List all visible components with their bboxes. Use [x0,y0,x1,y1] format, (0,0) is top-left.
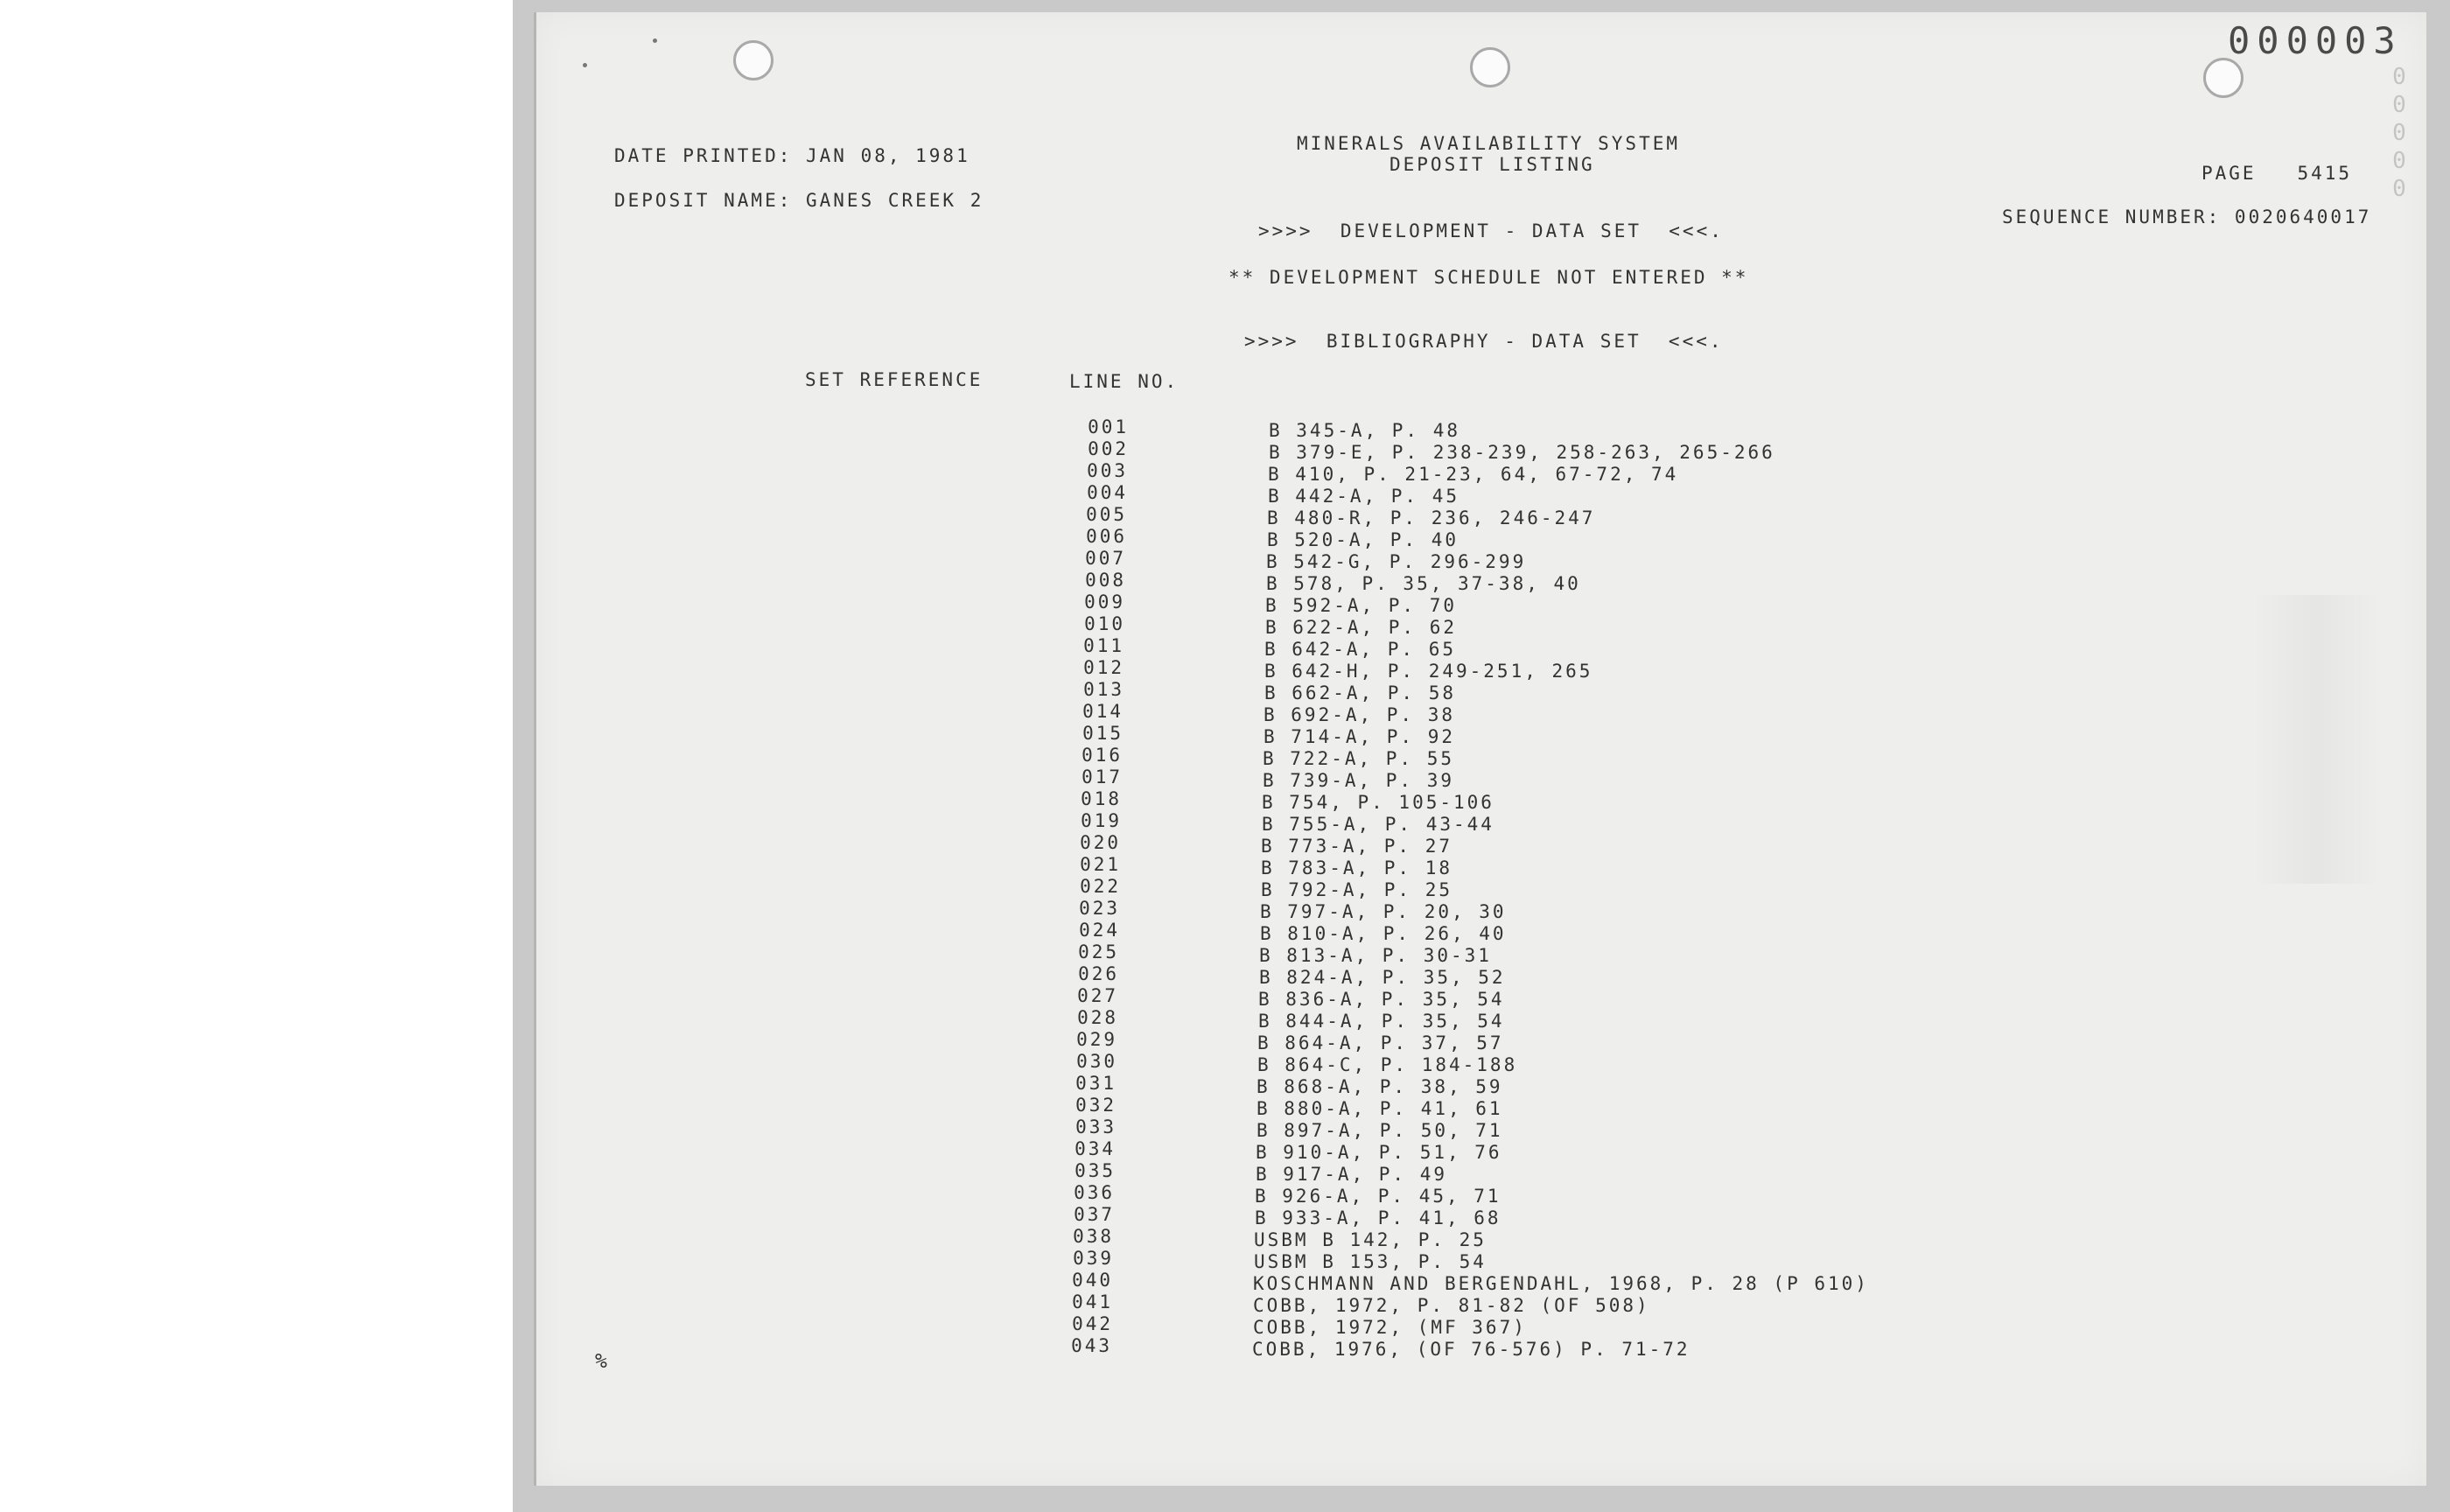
line-number: 015 [1082,723,1124,744]
reference-entry: B 910-A, P. 51, 76 [1256,1142,1502,1163]
line-number: 036 [1074,1182,1115,1203]
line-number: 034 [1074,1138,1116,1159]
reference-entry: B 755-A, P. 43-44 [1262,814,1494,835]
line-number: 009 [1084,592,1125,612]
punch-hole-center [1470,47,1510,88]
line-number: 037 [1074,1204,1115,1225]
date-printed: DATE PRINTED: JAN 08, 1981 [614,145,970,166]
reference-entry: B 792-A, P. 25 [1261,879,1453,900]
reference-entry: B 813-A, P. 30-31 [1259,945,1492,966]
line-number: 042 [1072,1313,1113,1334]
reference-entry: B 592-A, P. 70 [1265,595,1458,616]
reference-entry: B 622-A, P. 62 [1265,617,1458,638]
reference-entry: B 739-A, P. 39 [1263,770,1455,791]
reference-entry: B 692-A, P. 38 [1264,704,1456,725]
reference-entry: B 542-G, P. 296-299 [1266,551,1527,572]
column-header-line-no: LINE NO. [1069,371,1180,392]
reference-entry: B 722-A, P. 55 [1263,748,1455,769]
ink-speck [583,63,587,67]
line-number: 024 [1079,920,1120,941]
bleed-through-digits: 0 0 0 0 0 [2392,64,2406,202]
reference-entry: B 844-A, P. 35, 54 [1258,1011,1505,1032]
line-number: 032 [1075,1095,1116,1116]
reference-entry: B 410, P. 21-23, 64, 67-72, 74 [1268,464,1679,485]
reference-entry: B 345-A, P. 48 [1269,420,1461,441]
reference-entry: COBB, 1972, (MF 367) [1253,1317,1527,1338]
line-number: 030 [1076,1051,1117,1072]
line-number: 040 [1072,1270,1113,1291]
reference-entry: B 442-A, P. 45 [1268,486,1460,507]
line-number: 021 [1080,854,1121,875]
reference-entry: B 480-R, P. 236, 246-247 [1267,508,1596,528]
development-header: >>>> DEVELOPMENT - DATA SET <<<. [1258,220,1724,242]
line-number: 004 [1087,482,1128,503]
line-number: 005 [1086,504,1127,525]
deposit-name: DEPOSIT NAME: GANES CREEK 2 [614,190,984,211]
reference-entry: B 824-A, P. 35, 52 [1259,967,1506,988]
line-number: 019 [1081,810,1122,831]
line-number: 006 [1086,526,1127,547]
line-number: 016 [1082,745,1123,766]
line-number: 038 [1073,1226,1114,1247]
line-number: 011 [1083,635,1124,656]
reference-entry: B 642-A, P. 65 [1264,639,1457,660]
line-number: 035 [1074,1160,1116,1181]
line-number: 025 [1078,942,1119,962]
development-note: ** DEVELOPMENT SCHEDULE NOT ENTERED ** [1228,267,1749,288]
reference-entry: B 836-A, P. 35, 54 [1258,989,1505,1010]
reference-entry: B 797-A, P. 20, 30 [1260,901,1507,922]
report-title: DEPOSIT LISTING [1390,154,1595,175]
reference-entry: B 810-A, P. 26, 40 [1260,923,1507,944]
reference-entry: USBM B 142, P. 25 [1254,1229,1487,1250]
line-number: 031 [1075,1073,1116,1094]
reference-entry: B 379-E, P. 238-239, 258-263, 265-266 [1269,442,1775,463]
punch-hole-left [733,40,774,80]
reference-entry: B 578, P. 35, 37-38, 40 [1266,573,1581,594]
line-number: 027 [1077,985,1118,1006]
line-number: 013 [1083,679,1124,700]
line-number: 018 [1081,788,1122,809]
line-number: 041 [1072,1292,1113,1312]
reference-entry: B 642-H, P. 249-251, 265 [1264,661,1593,682]
stamp-number: 000003 [2228,19,2403,62]
line-number: 043 [1071,1335,1112,1356]
sequence-number: SEQUENCE NUMBER: 0020640017 [2002,206,2372,228]
line-number: 017 [1082,766,1123,788]
reference-entry: B 868-A, P. 38, 59 [1256,1076,1503,1097]
line-number: 008 [1085,570,1126,591]
reference-entry: COBB, 1972, P. 81-82 (OF 508) [1253,1295,1650,1316]
punch-hole-right [2203,58,2244,98]
line-number: 028 [1077,1007,1118,1028]
reference-entry: B 933-A, P. 41, 68 [1255,1208,1502,1228]
line-number: 020 [1080,832,1121,853]
line-number: 014 [1082,701,1124,722]
bibliography-header: >>>> BIBLIOGRAPHY - DATA SET <<<. [1244,331,1724,352]
line-number: 023 [1079,898,1120,919]
line-number: 002 [1088,438,1129,459]
line-number: 029 [1076,1029,1117,1050]
reference-entry: COBB, 1976, (OF 76-576) P. 71-72 [1252,1339,1690,1360]
line-number: 003 [1087,460,1128,481]
line-number: 010 [1084,613,1125,634]
system-title: MINERALS AVAILABILITY SYSTEM [1297,133,1681,154]
reference-entry: B 714-A, P. 92 [1264,726,1456,747]
reference-entry: B 917-A, P. 49 [1256,1164,1448,1185]
reference-entry: B 783-A, P. 18 [1261,858,1453,878]
reference-entry: B 880-A, P. 41, 61 [1256,1098,1503,1119]
reference-entry: KOSCHMANN AND BERGENDAHL, 1968, P. 28 (P 610) [1253,1273,1869,1294]
line-number: 012 [1083,657,1124,678]
line-number: 007 [1085,548,1126,569]
reference-entry: USBM B 153, P. 54 [1254,1251,1487,1272]
line-number: 001 [1088,416,1129,438]
reference-entry: B 864-A, P. 37, 57 [1257,1032,1504,1054]
reference-entry: B 926-A, P. 45, 71 [1255,1186,1502,1207]
reference-entry: B 520-A, P. 40 [1267,529,1460,550]
line-number: 039 [1073,1248,1114,1269]
page-number: PAGE 5415 [2202,163,2353,184]
reference-entry: B 754, P. 105-106 [1262,792,1494,813]
paper-smudge [2250,595,2382,884]
reference-entry: B 864-C, P. 184-188 [1257,1054,1518,1075]
column-header-set-reference: SET REFERENCE [805,369,984,390]
reference-entry: B 897-A, P. 50, 71 [1256,1120,1503,1141]
reference-entry: B 662-A, P. 58 [1264,682,1457,704]
line-number: 033 [1075,1116,1116,1138]
reference-entry: B 773-A, P. 27 [1261,836,1453,857]
footer-mark: % [595,1350,610,1373]
line-number: 022 [1080,876,1121,897]
ink-speck [653,38,657,43]
line-number: 026 [1078,963,1119,984]
